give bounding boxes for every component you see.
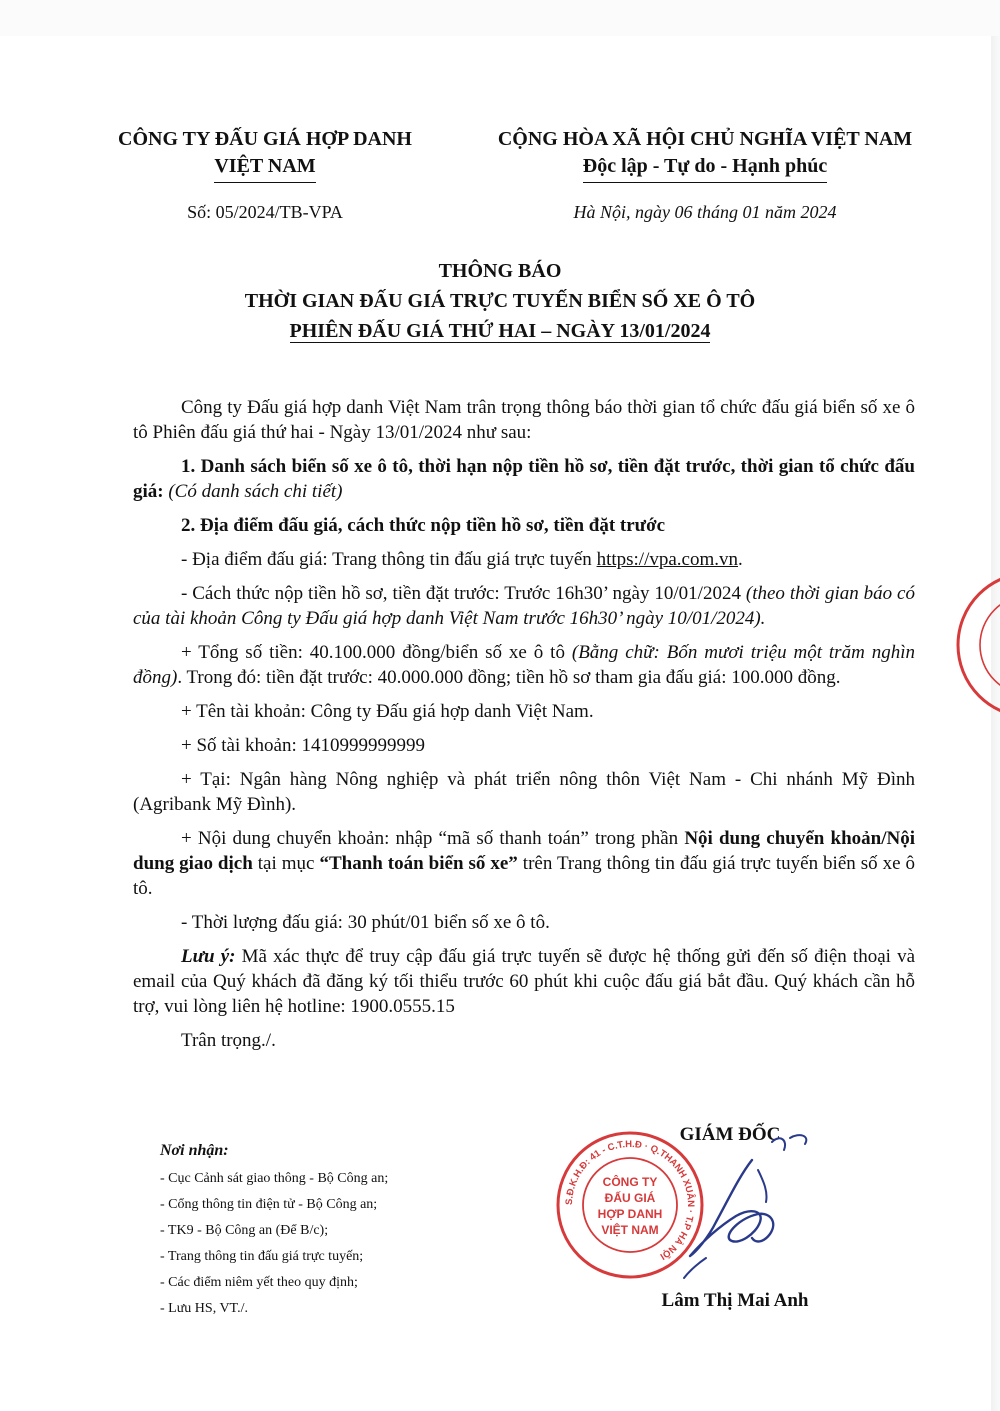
- page-edge-shadow: [991, 36, 1000, 1411]
- recipient-item: - Trang thông tin đấu giá trực tuyến;: [160, 1249, 364, 1264]
- transfer-field: Nội dung chuyển khoản/Nội dung giao dịch: [133, 828, 915, 874]
- total-in-words: (Bằng chữ: Bốn mươi triệu một trăm nghìn đồng): [133, 642, 915, 688]
- org-name-line1: CÔNG TY ĐẤU GIÁ HỢP DANH: [118, 128, 412, 150]
- recipient-item: - Lưu HS, VT./.: [160, 1301, 248, 1316]
- location-paragraph: - Địa điểm đấu giá: Trang thông tin đấu giá trực tuyến https://vpa.com.vn.: [181, 549, 743, 570]
- total-paragraph: [133, 640, 915, 690]
- page-top-margin: [0, 0, 1000, 36]
- note-paragraph: [133, 944, 915, 1019]
- handwritten-signature: [660, 1130, 820, 1295]
- org-name-line2: VIỆT NAM: [214, 153, 315, 183]
- duration-paragraph: - Thời lượng đấu giá: 30 phút/01 biển số xe ô tô.: [181, 912, 550, 933]
- payment-text: - Cách thức nộp tiền hồ sơ, tiền đặt trước: Trước 16h30’ ngày 10/01/2024: [181, 583, 741, 604]
- recipient-item: - Cục Cảnh sát giao thông - Bộ Công an;: [160, 1171, 389, 1186]
- closing-paragraph: Trân trọng./.: [181, 1030, 276, 1051]
- section-1-note: (Có danh sách chi tiết): [168, 481, 343, 502]
- payment-note: (theo thời gian báo có của tài khoản Công ty Đấu giá hợp danh Việt Nam trước 16h30’ ngày 10/01/2024).: [133, 583, 915, 629]
- section-1: [133, 454, 915, 504]
- title-line2: THỜI GIAN ĐẤU GIÁ TRỰC TUYẾN BIỂN SỐ XE Ô TÔ: [244, 290, 756, 312]
- payment-paragraph: [133, 581, 915, 631]
- transfer-paragraph: [133, 826, 915, 901]
- nation-name: CỘNG HÒA XÃ HỘI CHỦ NGHĨA VIỆT NAM: [497, 128, 913, 150]
- total-text: + Tổng số tiền: 40.100.000 đồng/biển số xe ô tô: [181, 642, 565, 663]
- account-number: + Số tài khoản: 1410999999999: [181, 735, 425, 756]
- transfer-section: “Thanh toán biển số xe”: [319, 853, 518, 874]
- seal-text-line2: ĐẤU GIÁ: [604, 1191, 656, 1205]
- recipients-list: [160, 1138, 500, 1322]
- document-number: Số: 05/2024/TB-VPA: [187, 202, 343, 222]
- partial-seal-edge: [955, 570, 1000, 720]
- recipient-item: - TK9 - Bộ Công an (Để B/c);: [160, 1223, 329, 1238]
- title-line3: PHIÊN ĐẤU GIÁ THỨ HAI – NGÀY 13/01/2024: [289, 320, 711, 342]
- location-text: - Địa điểm đấu giá: Trang thông tin đấu giá trực tuyến: [181, 549, 592, 570]
- document-body: [133, 395, 915, 1062]
- seal-text-line3: HỢP DANH: [597, 1207, 663, 1221]
- section-1-heading: 1. Danh sách biển số xe ô tô, thời hạn nộp tiền hồ sơ, tiền đặt trước, thời gian tổ chức đấu giá:: [133, 456, 915, 502]
- transfer-post: trên Trang thông tin đấu giá trực tuyến biển số xe ô tô.: [133, 853, 916, 899]
- signatory-name: Lâm Thị Mai Anh: [661, 1290, 809, 1311]
- bank-paragraph: + Tại: Ngân hàng Nông nghiệp và phát triển nông thôn Việt Nam - Chi nhánh Mỹ Đình (Agribank Mỹ Đình).: [133, 769, 915, 815]
- recipient-item: - Các điểm niêm yết theo quy định;: [160, 1275, 358, 1290]
- signatory-title: GIÁM ĐỐC: [679, 1124, 781, 1145]
- national-header: [470, 126, 940, 183]
- note-label: Lưu ý:: [181, 946, 236, 967]
- account-name: + Tên tài khoản: Công ty Đấu giá hợp danh Việt Nam.: [181, 701, 594, 722]
- seal-text-line4: VIỆT NAM: [601, 1223, 659, 1237]
- transfer-pre: + Nội dung chuyển khoản: nhập “mã số thanh toán” trong phần: [181, 828, 679, 849]
- section-2-heading: 2. Địa điểm đấu giá, cách thức nộp tiền hồ sơ, tiền đặt trước: [181, 515, 666, 536]
- seal-text-line1: CÔNG TY: [602, 1175, 658, 1189]
- note-text: Mã xác thực để truy cập đấu giá trực tuyến sẽ được hệ thống gửi đến số điện thoại và email của Quý khách đã đăng ký tối thiểu trước 60 phút khi cuộc đấu giá bắt đầu. Quý khách cần hỗ trợ, vui lòng liên hệ hotline: 1900.0555.15: [133, 946, 915, 1017]
- title-line1: THÔNG BÁO: [438, 260, 562, 282]
- document-title: [100, 256, 900, 346]
- website-link[interactable]: https://vpa.com.vn: [596, 549, 738, 570]
- seal-ring-text: S.Đ.K.H.Đ: 41 - C.T.H.Đ · Q.THANH XUÂN · T.P HÀ NỘI: [563, 1138, 697, 1262]
- recipients-heading: Nơi nhận:: [160, 1142, 229, 1159]
- total-breakdown: . Trong đó: tiền đặt trước: 40.000.000 đồng; tiền hồ sơ tham gia đấu giá: 100.000 đồng.: [177, 667, 841, 688]
- place-date: Hà Nội, ngày 06 tháng 01 năm 2024: [573, 202, 837, 222]
- transfer-mid: tại mục: [257, 853, 315, 874]
- nation-motto: Độc lập - Tự do - Hạnh phúc: [583, 153, 827, 183]
- recipient-item: - Cổng thông tin điện tử - Bộ Công an;: [160, 1197, 378, 1212]
- organization-header: [80, 126, 450, 183]
- intro-paragraph: Công ty Đấu giá hợp danh Việt Nam trân trọng thông báo thời gian tổ chức đấu giá biển số xe ô tô Phiên đấu giá thứ hai - Ngày 13/01/2024 như sau:: [133, 397, 915, 443]
